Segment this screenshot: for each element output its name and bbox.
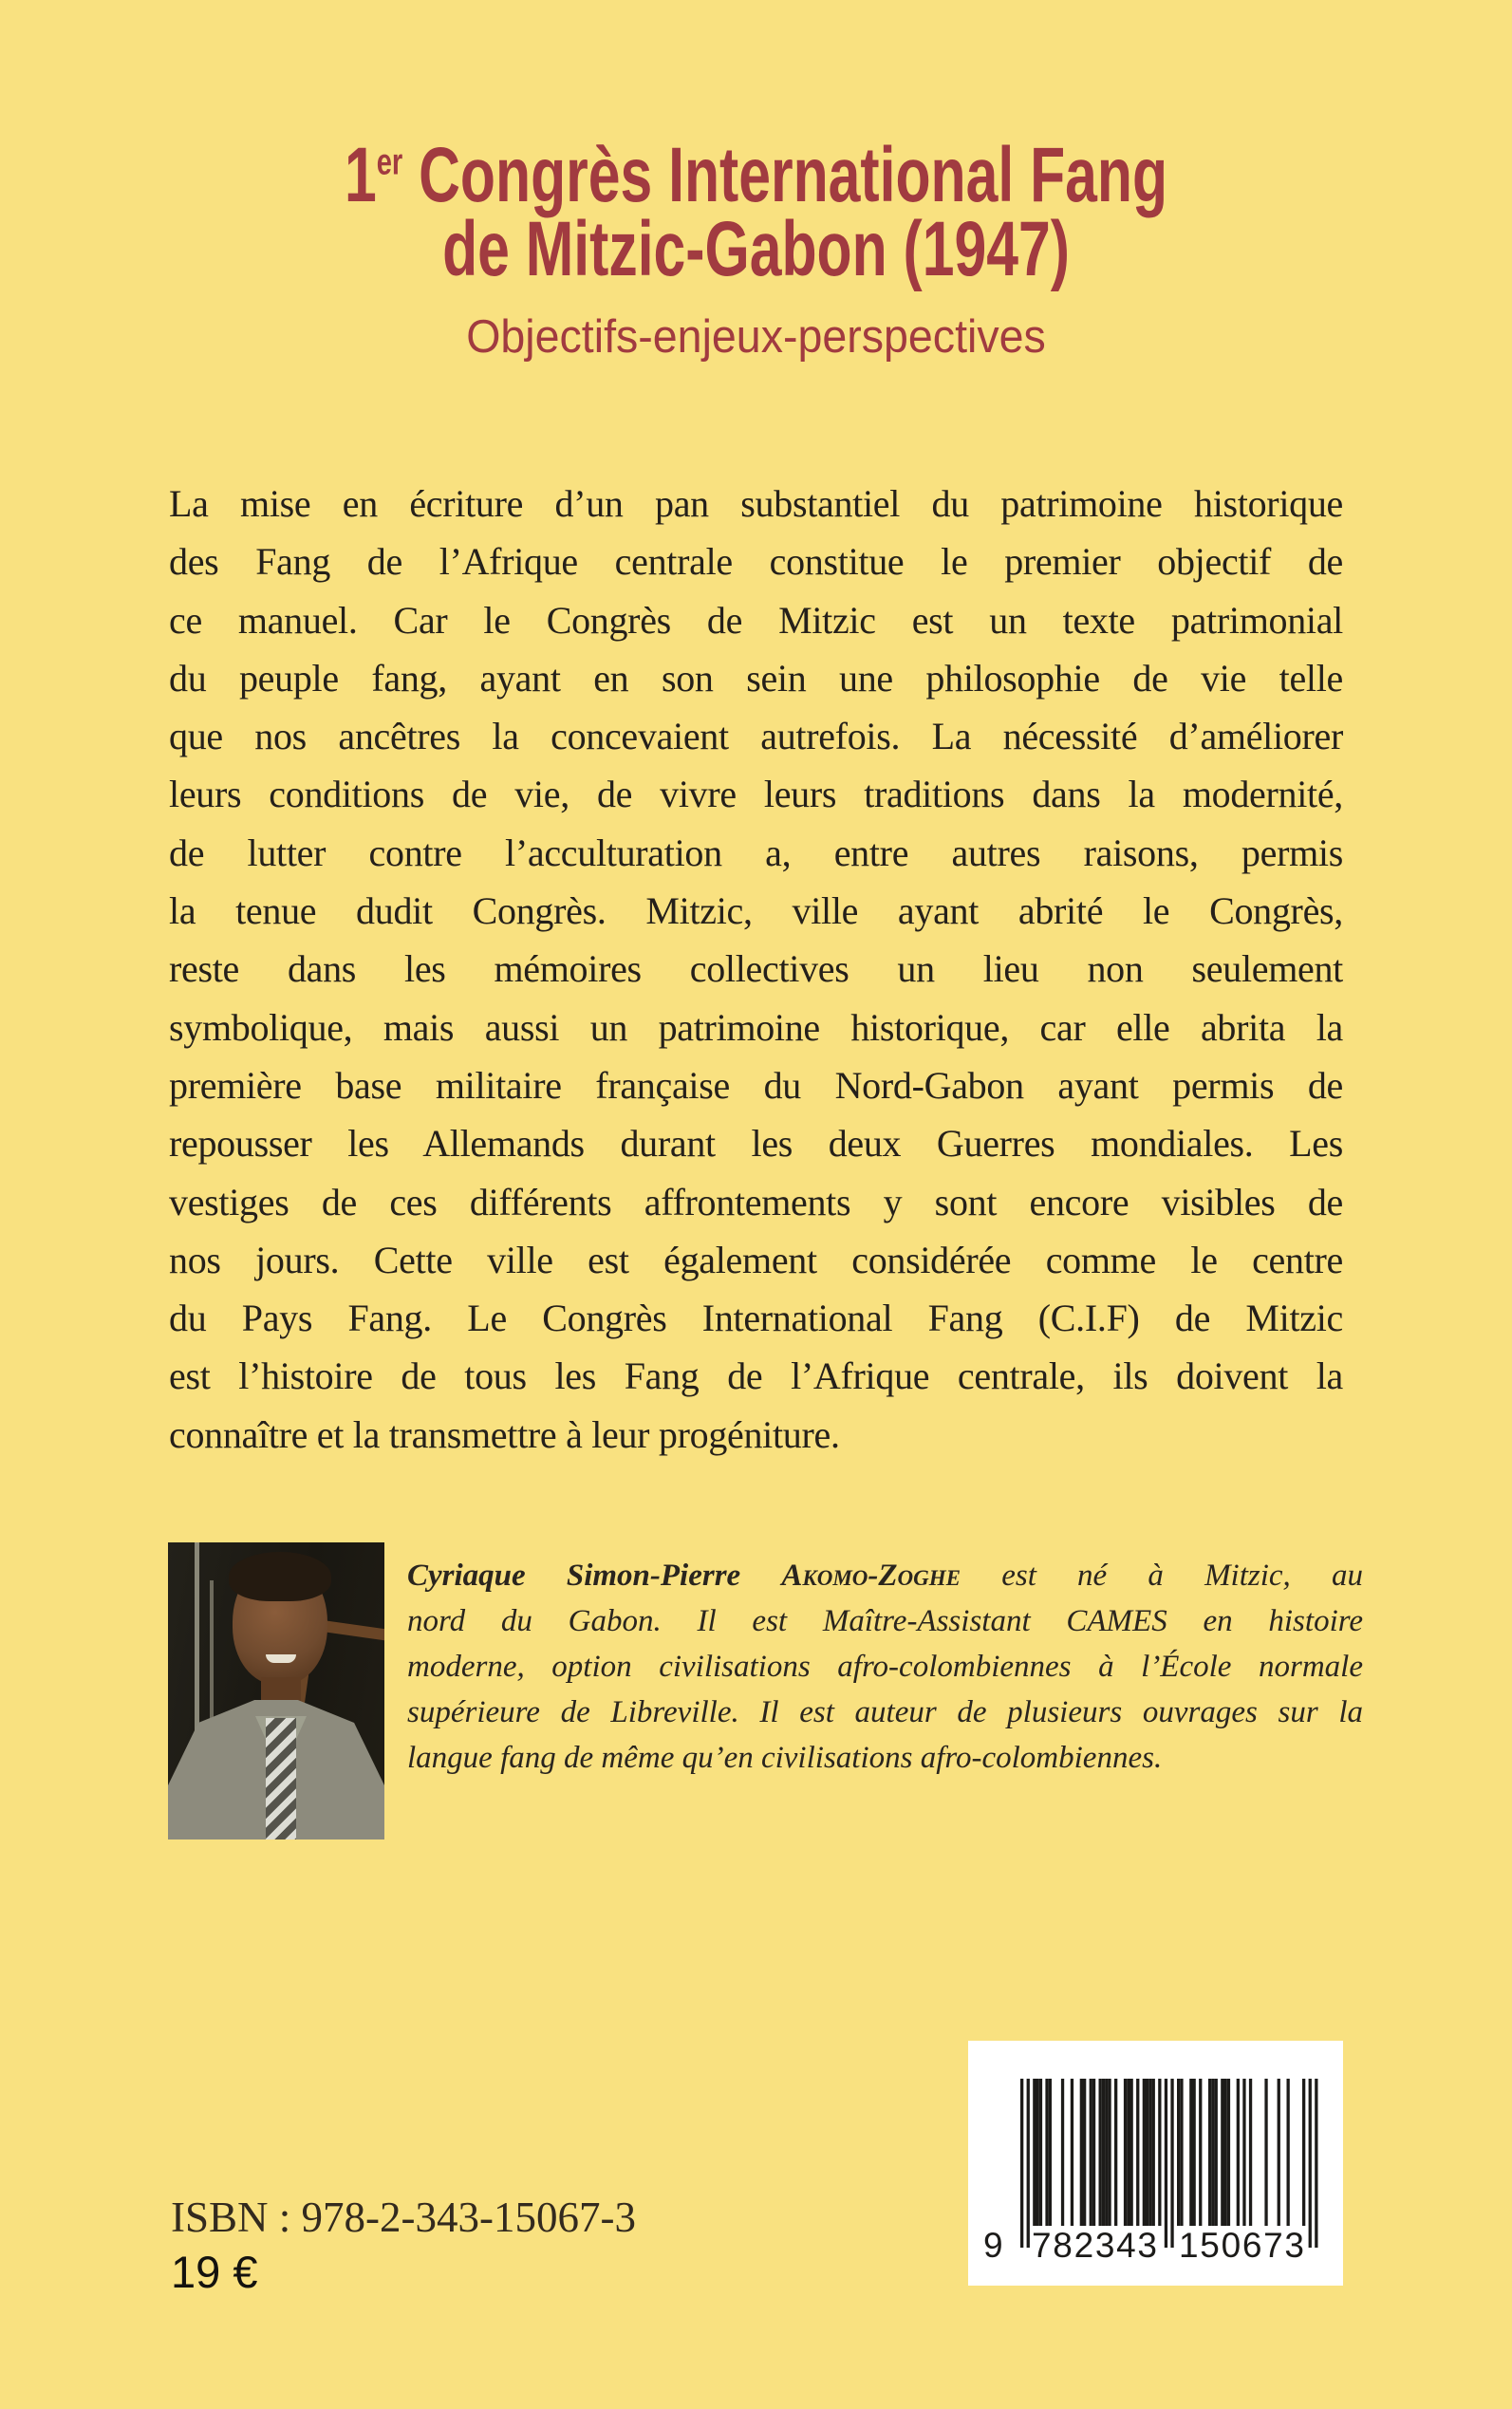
body-line: La mise en écriture d’un pan substantiel du patrimoine historique: [169, 482, 1343, 525]
body-line: que nos ancêtres la concevaient autrefois. La nécessité d’améliorer: [169, 715, 1343, 758]
body-line: repousser les Allemands durant les deux Guerres mondiales. Les: [169, 1122, 1343, 1166]
body-line: vestiges de ces différents affrontements y sont encore visibles de: [169, 1180, 1343, 1223]
bio-line: [407, 1553, 1363, 1598]
bio-line: supérieure de Libreville. Il est auteur de plusieurs ouvrages sur la: [407, 1695, 1363, 1729]
book-title-line1: [196, 132, 1316, 218]
barcode-digits: 150673: [1179, 2226, 1304, 2265]
body-line: reste dans les mémoires collectives un lieu non seulement: [169, 947, 1343, 991]
body-line: leurs conditions de vie, de vivre leurs traditions dans la modernité,: [169, 773, 1343, 816]
body-line: première base militaire française du Nord-Gabon ayant permis de: [169, 1063, 1343, 1107]
body-line: la tenue dudit Congrès. Mitzic, ville ayant abrité le Congrès,: [169, 889, 1343, 933]
body-line: ce manuel. Car le Congrès de Mitzic est un texte patrimonial: [169, 598, 1343, 642]
author-bio: [407, 1553, 1363, 1781]
body-line: du Pays Fang. Le Congrès International Fang (C.I.F) de Mitzic: [169, 1297, 1343, 1340]
title-number: 1: [344, 132, 377, 218]
body-line: symbolique, mais aussi un patrimoine historique, car elle abrita la: [169, 1005, 1343, 1049]
title-line1-text: Congrès International Fang: [402, 132, 1168, 218]
bio-line: moderne, option civilisations afro-colombiennes à l’École normale: [407, 1650, 1363, 1684]
book-subtitle: Objectifs-enjeux-perspectives: [466, 311, 1046, 363]
barcode: [968, 2041, 1343, 2286]
body-line: des Fang de l’Afrique centrale constitue le premier objectif de: [169, 540, 1343, 584]
back-cover-summary: [169, 475, 1343, 1464]
body-line: connaître et la transmettre à leur progéniture.: [169, 1412, 840, 1456]
price-text: 19 €: [171, 2247, 258, 2297]
author-surname: Akomo-Zoghe: [781, 1559, 961, 1593]
body-line: de lutter contre l’acculturation a, entre autres raisons, permis: [169, 831, 1343, 874]
photo-tie: [266, 1718, 296, 1839]
book-title-line2: de Mitzic-Gabon (1947): [442, 206, 1070, 292]
bio-line: nord du Gabon. Il est Maître-Assistant CAMES en histoire: [407, 1604, 1363, 1638]
author-name: Cyriaque Simon-Pierre: [407, 1559, 782, 1593]
barcode-digits: 9: [983, 2226, 1003, 2265]
book-title: [196, 132, 1316, 292]
body-line: nos jours. Cette ville est également considérée comme le centre: [169, 1238, 1343, 1281]
barcode-digits: 782343: [1032, 2226, 1157, 2265]
body-line: du peuple fang, ayant en son sein une philosophie de vie telle: [169, 656, 1343, 700]
barcode-graphic: [968, 2041, 1343, 2286]
bio-line1-text: est né à Mitzic, au: [961, 1559, 1363, 1593]
photo-smile: [266, 1654, 296, 1663]
isbn-text: ISBN : 978-2-343-15067-3: [171, 2194, 636, 2241]
body-line: est l’histoire de tous les Fang de l’Afrique centrale, ils doivent la: [169, 1354, 1343, 1398]
photo-hair: [229, 1552, 331, 1601]
bio-line: langue fang de même qu’en civilisations afro-colombiennes.: [407, 1741, 1163, 1775]
title-superscript: er: [376, 140, 403, 183]
author-photo: [168, 1542, 384, 1839]
